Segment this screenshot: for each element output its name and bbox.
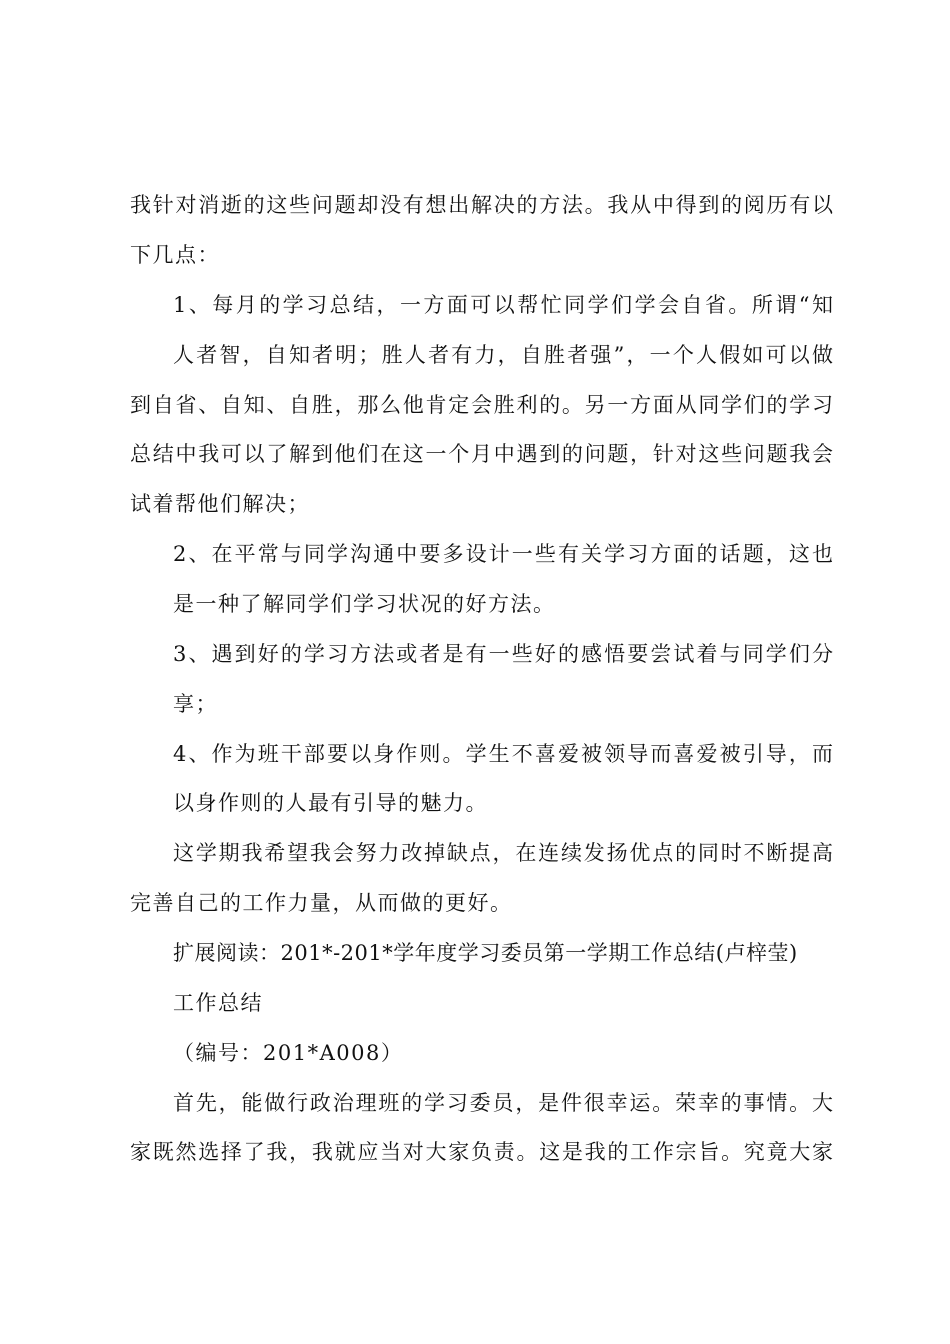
text-line: 总结中我可以了解到他们在这一个月中遇到的问题，针对这些问题我会 bbox=[130, 442, 833, 466]
text-line: 完善自己的工作力量，从而做的更好。 bbox=[130, 891, 513, 915]
text-line: 首先，能做行政治理班的学习委员，是件很幸运。荣幸的事情。大 bbox=[173, 1091, 833, 1115]
text-line: 下几点： bbox=[130, 243, 220, 267]
text-line: 享； bbox=[173, 692, 218, 716]
text-line: 4、作为班干部要以身作则。学生不喜爱被领导而喜爱被引导，而 bbox=[173, 742, 833, 766]
text-line: 2、在平常与同学沟通中要多设计一些有关学习方面的话题，这也 bbox=[173, 542, 833, 566]
text-line: 试着帮他们解决； bbox=[130, 492, 310, 516]
text-line: 到自省、自知、自胜，那么他肯定会胜利的。另一方面从同学们的学习 bbox=[130, 393, 833, 417]
text-line: 人者智，自知者明；胜人者有力，自胜者强”，一个人假如可以做 bbox=[173, 343, 833, 367]
text-line: 工作总结 bbox=[173, 991, 263, 1015]
text-line: 以身作则的人最有引导的魅力。 bbox=[173, 791, 488, 815]
text-line: （编号：201*A008） bbox=[173, 1041, 404, 1065]
text-line: 1、每月的学习总结，一方面可以帮忙同学们学会自省。所谓“知 bbox=[173, 293, 833, 317]
text-line: 扩展阅读：201*-201*学年度学习委员第一学期工作总结(卢梓莹) bbox=[173, 941, 798, 965]
text-line: 3、遇到好的学习方法或者是有一些好的感悟要尝试着与同学们分 bbox=[173, 642, 833, 666]
text-line: 我针对消逝的这些问题却没有想出解决的方法。我从中得到的阅历有以 bbox=[130, 193, 833, 217]
text-line: 家既然选择了我，我就应当对大家负责。这是我的工作宗旨。究竟大家 bbox=[130, 1140, 833, 1164]
text-line: 是一种了解同学们学习状况的好方法。 bbox=[173, 592, 556, 616]
text-line: 这学期我希望我会努力改掉缺点，在连续发扬优点的同时不断提高 bbox=[173, 841, 833, 865]
